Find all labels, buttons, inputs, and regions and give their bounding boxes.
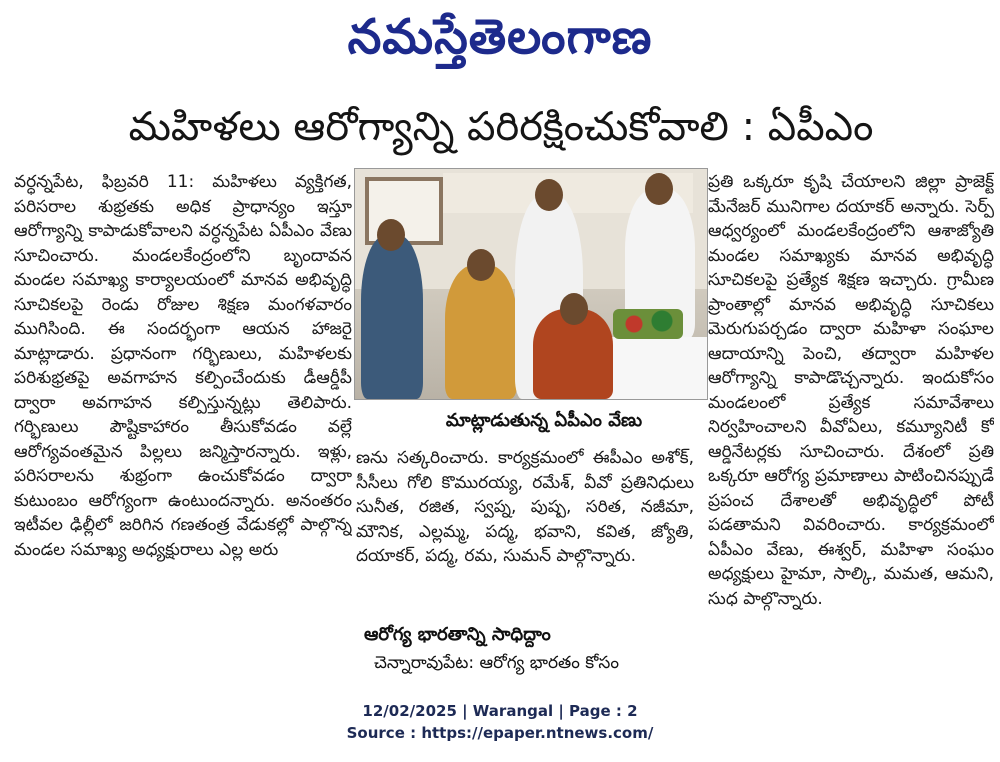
masthead-logo bbox=[0, 6, 1000, 68]
article-column-1 bbox=[14, 170, 352, 678]
article-body bbox=[14, 164, 994, 684]
column-3-text: ప్రతి ఒక్కరూ కృషి చేయాలని జిల్లా ప్రాజెక్ట్ మేనేజర్ మునిగాల దయాకర్ అన్నారు. సెర్ప్ ఆధ్వర్యంలో మండలకేంద్రంలోని ఆశాజ్యోతి మండల సమాఖ్యకు మానవ అభివృద్ధి సూచికలపై ప్రత్యేక శిక్షణ ఇచ్చారు. గ్రామీణ ప్రాంతాల్లో మానవ అభివృద్ధి సూచికలు మెరుగుపర్చడం ద్వారా మహిళా సంఘాల ఆదాయాన్ని పెంచి, తద్వారా మహిళల ఆరోగ్యాన్ని కాపాడొచ్చన్నారు. ఇందుకోసం మండలంలో ప్రత్యేక సమావేశాలు నిర్వహించాలని వీవోఏలు, కమ్యూనిటీ కో ఆర్డినేటర్లకు సూచించారు. దేశంలో ప్రతి ఒక్కరూ ఆరోగ్య ప్రమాణాలు పాటించినప్పుడే ప్రపంచ దేశాలతో అభివృద్ధిలో పోటీ పడతామని వివరించారు. కార్యక్రమంలో ఏపీఎం వేణు, ఈశ్వర్, మహిళా సంఘం అధ్యక్షులు హైమా, సాల్కి, మమత, ఆమని, సుధ పాల్గొన్నారు. bbox=[708, 172, 994, 609]
masthead-part1: నమస్తే bbox=[347, 9, 469, 65]
footer-date-edition: 12/02/2025 | Warangal | Page : 2 bbox=[362, 702, 638, 720]
sub-article-lead: చెన్నారావుపేట: ఆరోగ్య భారతం కోసం bbox=[374, 653, 619, 673]
article-photo bbox=[354, 168, 708, 400]
page-footer bbox=[0, 700, 1000, 744]
article-column-3 bbox=[708, 170, 994, 662]
footer-source: Source : https://epaper.ntnews.com/ bbox=[346, 724, 654, 742]
masthead-part2: తెలంగాణ bbox=[468, 9, 653, 65]
article-headline: మహిళలు ఆరోగ్యాన్ని పరిరక్షించుకోవాలి : ఏపీఎం bbox=[128, 104, 874, 150]
sub-headline: ఆరోగ్య భారతాన్ని సాధిద్దాం bbox=[364, 624, 551, 645]
column-1-text: వర్ధన్నపేట, ఫిబ్రవరి 11: మహిళలు వ్యక్తిగత, పరిసరాల శుభ్రతకు అధిక ప్రాధాన్యం ఇస్తూ ఆరోగ్యాన్ని కాపాడుకోవాలని వర్ధన్నపేట ఏపీఎం వేణు సూచించారు. మండలకేంద్రంలోని బృందావన మండల సమాఖ్య కార్యాలయంలో మానవ అభివృద్ధి సూచికలపై రెండు రోజుల శిక్షణ మంగళవారం ముగిసింది. ఈ సందర్భంగా ఆయన హాజరై మాట్లాడారు. ప్రధానంగా గర్భిణులు, మహిళలకు పరిశుభ్రతపై అవగాహన కల్పించేందుకు డీఆర్డీపీ ద్వారా అవగాహన కల్పిస్తున్నట్లు తెలిపారు. గర్భిణులు పౌష్టికాహారం తీసుకోవడం వల్లే ఆరోగ్యవంతమైన పిల్లలు జన్మిస్తారన్నారు. ఇళ్లు, పరిసరాలను శుభ్రంగా ఉంచుకోవడం ద్వారా కుటుంబం ఆరోగ్యంగా ఉంటుందన్నారు. అనంతరం ఇటీవల ఢిల్లీలో జరిగిన గణతంత్ర వేడుకల్లో పాల్గొన్న మండల సమాఖ్య అధ్యక్షురాలు ఎల్ల అరు bbox=[14, 172, 352, 560]
column-2-text: ణను సత్కరించారు. కార్యక్రమంలో ఈపీఎం అశోక్, సీసీలు గోలి కొమురయ్య, రమేశ్, వీవో ప్రతినిధులు సునీత, రజిత, స్వప్న, పుష్ప, సరిత, నజీమా, మౌనిక, ఎల్లమ్మ, పద్మ, భవాని, కవిత, జ్యోతి, దయాకర్, పద్మ, రమ, సుమన్ పాల్గొన్నారు. bbox=[356, 448, 694, 566]
photo-caption: మాట్లాడుతున్న ఏపీఎం వేణు bbox=[445, 410, 643, 431]
